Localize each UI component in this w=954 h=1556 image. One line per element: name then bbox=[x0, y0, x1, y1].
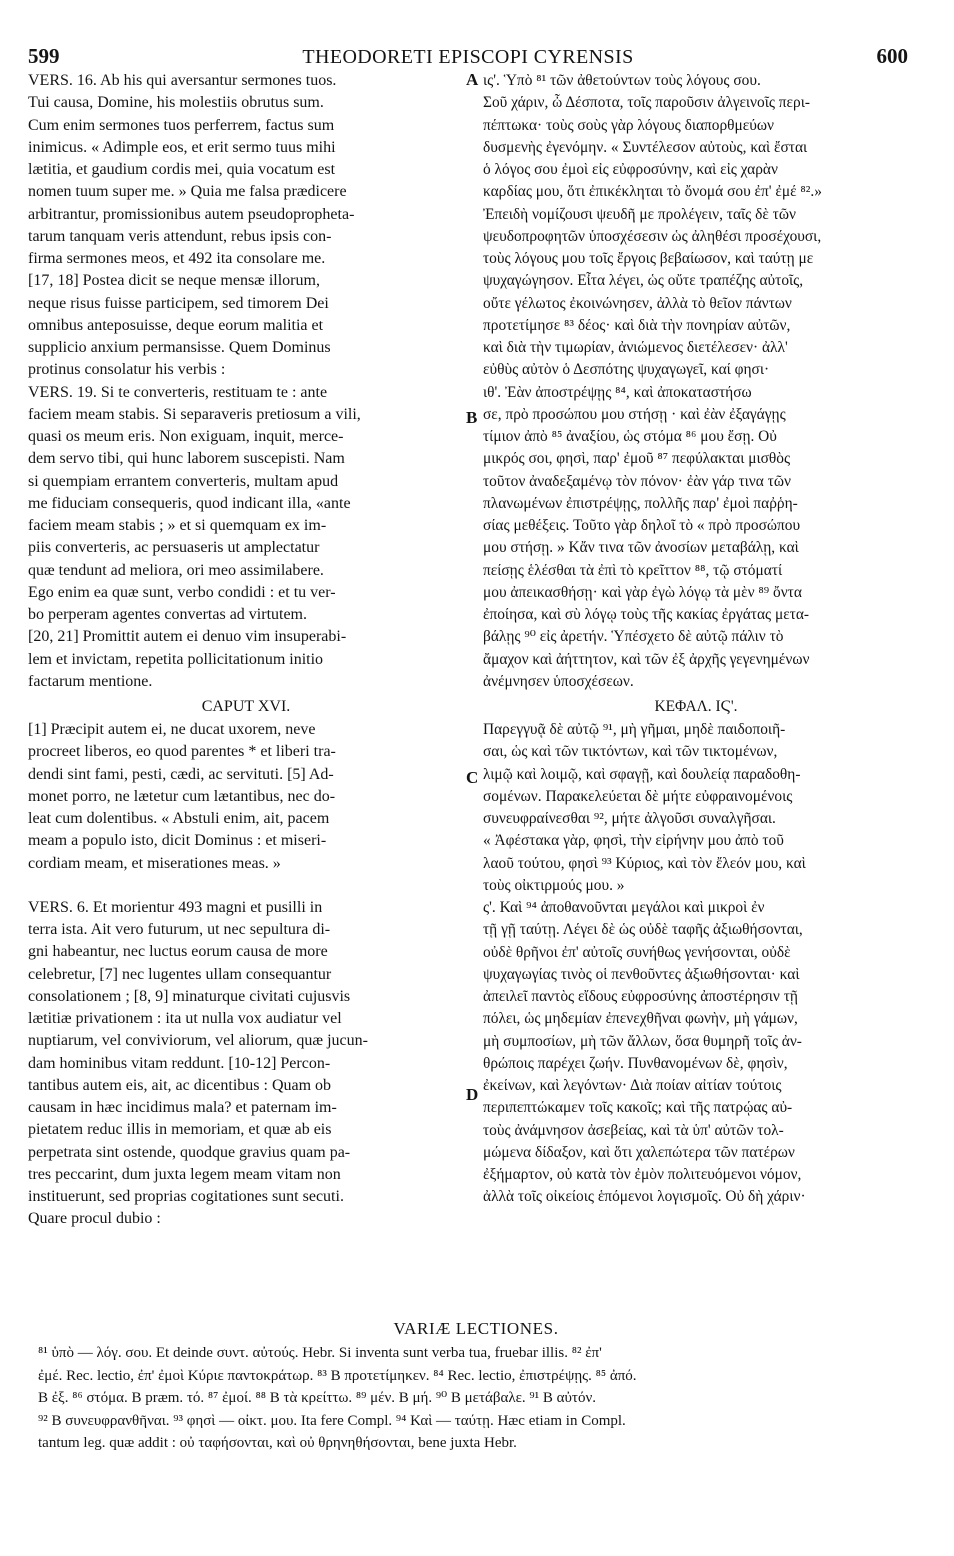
latin-line: inimicus. « Adimple eos, et erit sermo tuus mihi bbox=[28, 138, 336, 156]
running-header bbox=[28, 44, 908, 72]
greek-line: λιμῷ καὶ λοιμῷ, καὶ σφαγῇ, καὶ δουλείᾳ παραδοθη- bbox=[483, 765, 801, 783]
latin-line: Tui causa, Domine, his molestiis obrutus sum. bbox=[28, 94, 324, 112]
greek-line: πόλει, ὡς μηδεμίαν ἐπενεχθῆναι φωνὴν, μὴ γάμων, bbox=[483, 1010, 798, 1028]
greek-line: οὔτε γέλωτος ἐκοινώνησεν, ἀλλὰ τὸ θεῖον πάντων bbox=[483, 294, 792, 312]
latin-line: monet porro, ne lætetur cum lætantibus, nec do- bbox=[28, 787, 336, 805]
greek-line: θρώποις παρέχει ζωήν. Πυνθανομένων δὲ, φησὶν, bbox=[483, 1054, 788, 1072]
latin-line: gni habeantur, nec luctus eorum causa de more bbox=[28, 943, 328, 961]
variae-heading: VARIÆ LECTIONES. bbox=[393, 1319, 559, 1338]
greek-line: Παρεγγυᾷ δὲ αὐτῷ ⁹¹, μὴ γῆμαι, μηδὲ παιδοποιῆ- bbox=[483, 721, 786, 738]
greek-line: καὶ διὰ τὴν τιμωρίαν, ἀνιώμενος διετέλεσεν· ἀλλ' bbox=[483, 339, 788, 356]
latin-line: me fiduciam consequeris, quod indicant illa, «ante bbox=[28, 494, 351, 512]
latin-line: Quare procul dubio : bbox=[28, 1210, 161, 1228]
latin-line: quæ tendunt ad meliora, ori meo assimilabere. bbox=[28, 561, 324, 579]
latin-line: tantibus autem eis, ait, ac dicentibus : Quam ob bbox=[28, 1076, 332, 1094]
greek-line: ἀνέμνησεν ὑποσχέσεων. bbox=[483, 672, 634, 690]
latin-line: protinus consolatur his verbis : bbox=[28, 361, 226, 379]
latin-line: [1] Præcipit autem ei, ne ducat uxorem, neve bbox=[28, 721, 316, 738]
greek-line: σε, πρὸ προσώπου μου στήσῃ · καὶ ἐὰν ἐξαγάγῃς bbox=[483, 405, 786, 423]
greek-line: σίας μεθέξεις. Τοῦτο γὰρ δηλοῖ τὸ « πρὸ προσώπου bbox=[483, 517, 801, 534]
latin-line: si quempiam errantem converteris, multam apud bbox=[28, 472, 339, 490]
latin-column bbox=[28, 70, 464, 1231]
latin-line: consolationem ; [8, 9] minaturque civitati cujusvis bbox=[28, 987, 351, 1005]
greek-line: ἀπειλεῖ παντὸς εἴδους εὐφροσύνης ἀποστέρησιν τῇ bbox=[483, 988, 798, 1005]
variae-lectiones bbox=[38, 1316, 914, 1455]
greek-chapter-heading: ΚΕΦΑΛ. ΙϚ'. bbox=[654, 698, 738, 715]
greek-line: οὐδὲ θρῆνοι ἐπ' αὐτοῖς συνήθως γενήσονται, οὐδὲ bbox=[483, 943, 791, 961]
latin-line: factarum mentione. bbox=[28, 672, 153, 690]
latin-line: cordiam meam, et miserationes meas. » bbox=[28, 854, 281, 872]
latin-line: arbitrantur, promissionibus autem pseudopropheta- bbox=[28, 205, 355, 223]
greek-line: βάλῃς ⁹⁰ εἰς ἀρετήν. Ὑπέσχετο δὲ αὐτῷ πάλιν τὸ bbox=[483, 628, 784, 646]
latin-line: tres peccarint, dum juxta legem meam vitam non bbox=[28, 1165, 341, 1183]
latin-line: dendi sint fami, pesti, cædi, ac servituti. [5] Ad- bbox=[28, 765, 334, 783]
latin-line bbox=[28, 875, 464, 897]
greek-line: πέπτωκα· τοὺς σοὺς γὰρ λόγους διαπορθμεύων bbox=[483, 116, 774, 134]
greek-line: μικρός σοι, φησὶ, παρ' ἐμοῦ ⁸⁷ πεφύλακται μισθὸς bbox=[483, 450, 791, 468]
margin-letter-a: A bbox=[466, 70, 479, 89]
latin-line: [20, 21] Promittit autem ei denuo vim insuperabi- bbox=[28, 628, 347, 646]
greek-line: τῇ γῇ ταύτῃ. Λέγει δὲ ὡς οὐδὲ ταφῆς ἀξιωθήσονται, bbox=[483, 921, 803, 939]
greek-line: ἐξήμαρτον, οὐ κατὰ τὸν ἐμὸν πολιτευόμενοι νόμον, bbox=[483, 1166, 802, 1183]
latin-line: omnibus anteposuisse, deque eorum malitia et bbox=[28, 316, 324, 334]
latin-line: lem et invictam, repetita pollicitationum initio bbox=[28, 650, 324, 668]
latin-line: nuptiarum, vel conviviorum, vel aliorum, quæ jucun- bbox=[28, 1032, 368, 1050]
greek-line: εὐθὺς αὐτὸν ὁ Δεσπότης ψυχαγωγεῖ, καί φησι· bbox=[483, 361, 770, 379]
latin-chapter-heading: CAPUT XVI. bbox=[201, 698, 291, 715]
greek-line: πείσῃς ἑλέσθαι τὰ ἐπὶ τὸ κρεῖττον ⁸⁸, τῷ στόματί bbox=[483, 561, 783, 579]
latin-line: tarum tanquam veris attendunt, rebus ipsis con- bbox=[28, 227, 332, 245]
latin-line: neque risus fuisse participem, sed timorem Dei bbox=[28, 294, 329, 312]
latin-line: nomen tuum super me. » Quia me falsa prædicere bbox=[28, 183, 347, 201]
latin-line: faciem meam stabis. Si separaveris pretiosum a vili, bbox=[28, 405, 361, 423]
greek-line: ψευδοπροφητῶν ὑποσχέσεσιν ὡς ἀληθέσι προσέχουσι, bbox=[483, 227, 822, 245]
greek-line: ὁ λόγος σου ἐμοὶ εἰς εὐφροσύνην, καὶ εἰς χαρὰν bbox=[483, 161, 778, 178]
greek-line: λαοῦ τούτου, φησὶ ⁹³ Κύριος, καὶ τὸν ἔλεόν μου, καὶ bbox=[483, 854, 806, 872]
margin-letter-c: C bbox=[466, 768, 479, 787]
latin-line: firma sermones meos, et 492 ita consolare me. bbox=[28, 250, 326, 267]
greek-line: τοὺς λόγους μου τοῖς ἔργοις βεβαίωσον, καὶ ταύτῃ με bbox=[483, 250, 814, 267]
greek-line: μου ἀπεικασθήσῃ· καὶ γὰρ ἐγὼ λόγῳ τὰ μὲν ⁸⁹ ὄντα bbox=[483, 583, 802, 601]
variae-line: ⁹² B συνευφρανθῆναι. ⁹³ φησὶ — οἰκτ. μου. Ita fere Compl. ⁹⁴ Καὶ — ταύτῃ. Hæc etiam in Compl. bbox=[38, 1412, 626, 1429]
latin-line: [17, 18] Postea dicit se neque mensæ illorum, bbox=[28, 272, 320, 290]
latin-line: Cum enim sermones tuos perferrem, factus sum bbox=[28, 116, 335, 134]
page-number-left: 599 bbox=[28, 44, 60, 68]
latin-line: piis converteris, ac persuaseris ut amplectatur bbox=[28, 539, 320, 557]
greek-line: ις'. Ὑπὸ ⁸¹ τῶν ἀθετούντων τοὺς λόγους σου. bbox=[483, 72, 761, 89]
page-number-right: 600 bbox=[876, 44, 908, 68]
latin-line: faciem meam stabis ; » et si quemquam ex im- bbox=[28, 517, 327, 534]
greek-line: ἄμαχον καὶ ἀήττητον, καὶ τῶν ἐξ ἀρχῆς γεγενημένων bbox=[483, 650, 810, 668]
latin-line: Ego enim ea quæ sunt, verbo condidi : et tu ver- bbox=[28, 583, 336, 601]
variae-line: B ἐξ. ⁸⁶ στόμα. B præm. τό. ⁸⁷ ἐμοί. ⁸⁸ B τὰ κρείττω. ⁸⁹ μέν. B μή. ⁹⁰ B μετάβαλε. ⁹¹ B αὐτόν. bbox=[38, 1390, 596, 1406]
latin-line: dam hominibus vitam reddunt. [10-12] Percon- bbox=[28, 1054, 331, 1072]
greek-line: συνευφραίνεσθαι ⁹², μήτε ἀλγοῦσι συναλγῆσαι. bbox=[483, 810, 776, 827]
greek-line: ψυχαγωγίας τινὸς οἱ πενθοῦντες ἀξιωθήσονται· καὶ bbox=[483, 965, 800, 983]
greek-line: τοὺς ἀνάμνησον ἀσεβείας, καὶ τὰ ὑπ' αὐτῶν τολ- bbox=[483, 1121, 784, 1139]
greek-line: σομένων. Παρακελεύεται δὲ μήτε εὐφραινομένοις bbox=[483, 787, 793, 805]
greek-line: Σοῦ χάριν, ὦ Δέσποτα, τοῖς παροῦσιν ἀλγεινοῖς περι- bbox=[483, 94, 810, 112]
latin-line: celebretur, [7] nec lugentes ullam consequantur bbox=[28, 965, 332, 983]
latin-line: meam a populo isto, dicit Dominus : et miseri- bbox=[28, 832, 327, 850]
latin-line: procreet liberos, eo quod parentes * et liberi tra- bbox=[28, 743, 336, 761]
greek-line: καρδίας μου, ὅτι ἐπικέκληται τὸ ὄνομά σου ἐπ' ἐμέ ⁸².» bbox=[483, 183, 822, 201]
latin-line: causam in hæc incidimus mala? et paternam im- bbox=[28, 1099, 337, 1116]
latin-line: quasi os meum eris. Non exiguam, inquit, merce- bbox=[28, 428, 344, 445]
greek-line: ἀλλὰ τοῖς οἰκείοις ἑπόμενοι λογισμοῖς. Οὐ δὴ χάριν· bbox=[483, 1188, 806, 1206]
greek-line: μου στήσῃ. » Κἄν τινα τῶν ἀνοσίων μεταβάλῃ, καὶ bbox=[483, 539, 799, 557]
greek-line: δυσμενὴς ἐγενόμην. « Συντέλεσον αὐτοὺς, καὶ ἔσται bbox=[483, 138, 808, 156]
margin-letter-b: B bbox=[466, 408, 478, 427]
latin-line: instituerunt, sed proprias cogitationes sunt secuti. bbox=[28, 1188, 344, 1205]
greek-column bbox=[483, 70, 909, 1209]
variae-notes bbox=[38, 1342, 914, 1455]
greek-line: ἐκείνων, καὶ λεγόντων· Διὰ ποίαν αἰτίαν τούτοις bbox=[483, 1077, 782, 1094]
variae-line: ἐμέ. Rec. lectio, ἐπ' ἐμοὶ Κύριε παντοκράτωρ. ⁸³ B προτετίμηκεν. ⁸⁴ Rec. lectio, ἐπιστρέψῃς. ⁸⁵ ἀπό. bbox=[38, 1367, 637, 1384]
latin-line: terra ista. Ait vero futurum, ut nec sepultura di- bbox=[28, 921, 331, 938]
latin-line: pietatem reduc illis in memoriam, et quæ ab eis bbox=[28, 1121, 332, 1139]
greek-line: ιθ'. Ἐὰν ἀποστρέψῃς ⁸⁴, καὶ ἀποκαταστήσω bbox=[483, 383, 752, 401]
latin-line: lætitiæ privationem : ita ut nulla vox audiatur vel bbox=[28, 1010, 342, 1027]
latin-line: lætitia, et gaudium cordis mei, quia vocatum est bbox=[28, 161, 336, 178]
variae-line: tantum leg. quæ addit : οὐ ταφήσονται, καὶ οὐ θρηνηθήσονται, bene juxta Hebr. bbox=[38, 1435, 517, 1451]
latin-line: VERS. 19. Si te converteris, restituam te : ante bbox=[28, 383, 328, 401]
greek-line: Ἐπειδὴ νομίζουσι ψευδῆ με προλέγειν, ταῖς δὲ τῶν bbox=[483, 205, 796, 223]
greek-line: τοὺς οἰκτιρμούς μου. » bbox=[483, 876, 625, 894]
margin-letter-d: D bbox=[466, 1085, 479, 1104]
latin-line: perpetrata sint ostende, quodque gravius quam pa- bbox=[28, 1143, 351, 1161]
variae-line: ⁸¹ ὑπὸ — λόγ. σου. Et deinde συντ. αὐτούς. Hebr. Si inventa sunt verba tua, fruebar illis. ⁸² ἐπ' bbox=[38, 1345, 602, 1361]
greek-line: περιπεπτώκαμεν τοῖς κακοῖς; καὶ τῆς πατρῴας αὐ- bbox=[483, 1099, 793, 1117]
greek-line: σαι, ὡς καὶ τῶν τικτόντων, καὶ τῶν τικτομένων, bbox=[483, 743, 778, 761]
latin-line: bo perperam agentes convertas ad virtutem. bbox=[28, 606, 307, 623]
greek-line: ψυχαγώγησον. Εἶτα λέγει, ὡς οὔτε τραπέζης αὐτοῖς, bbox=[483, 272, 804, 290]
greek-line: πλανωμένων ἐπιστρέψῃς, πολλῆς παρ' ἐμοὶ παῤῥη- bbox=[483, 494, 798, 512]
latin-line: supplicio anxium permansisse. Quem Dominus bbox=[28, 339, 331, 356]
greek-line: « Ἀφέστακα γὰρ, φησὶ, τὴν εἰρήνην μου ἀπὸ τοῦ bbox=[483, 832, 784, 850]
latin-line: leat cum dolentibus. « Abstuli enim, ait, pacem bbox=[28, 810, 330, 827]
latin-line: VERS. 16. Ab his qui aversantur sermones tuos. bbox=[28, 72, 337, 89]
greek-line: τίμιον ἀπὸ ⁸⁵ ἀναξίου, ὡς στόμα ⁸⁶ μου ἔσῃ. Οὐ bbox=[483, 428, 777, 445]
greek-line: ς'. Καὶ ⁹⁴ ἀποθανοῦνται μεγάλοι καὶ μικροὶ ἐν bbox=[483, 899, 765, 916]
greek-line: προτετίμησε ⁸³ δέος· καὶ διὰ τὴν πονηρίαν αὐτῶν, bbox=[483, 316, 791, 334]
greek-line: ἐποίησα, καὶ σὺ λόγῳ τοὺς τῆς κακίας ἐργάτας μετα- bbox=[483, 606, 810, 623]
greek-line: μὴ συμποσίων, μὴ τῶν ἄλλων, ὅσα θυμηρῆ τοῖς ἀν- bbox=[483, 1032, 802, 1050]
latin-line: VERS. 6. Et morientur 493 magni et pusilli in bbox=[28, 898, 323, 916]
latin-line: dem servo tibi, qui hunc laborem suscepisti. Nam bbox=[28, 450, 345, 468]
greek-line: τοῦτον ἀναδεξαμένῳ τὸν πόνον· ἐὰν γάρ τινα τῶν bbox=[483, 472, 791, 490]
greek-line: μώμενα δίδαξον, καὶ ὅτι χαλεπώτερα τῶν πατέρων bbox=[483, 1143, 795, 1161]
running-title: THEODORETI EPISCOPI CYRENSIS bbox=[302, 46, 634, 68]
